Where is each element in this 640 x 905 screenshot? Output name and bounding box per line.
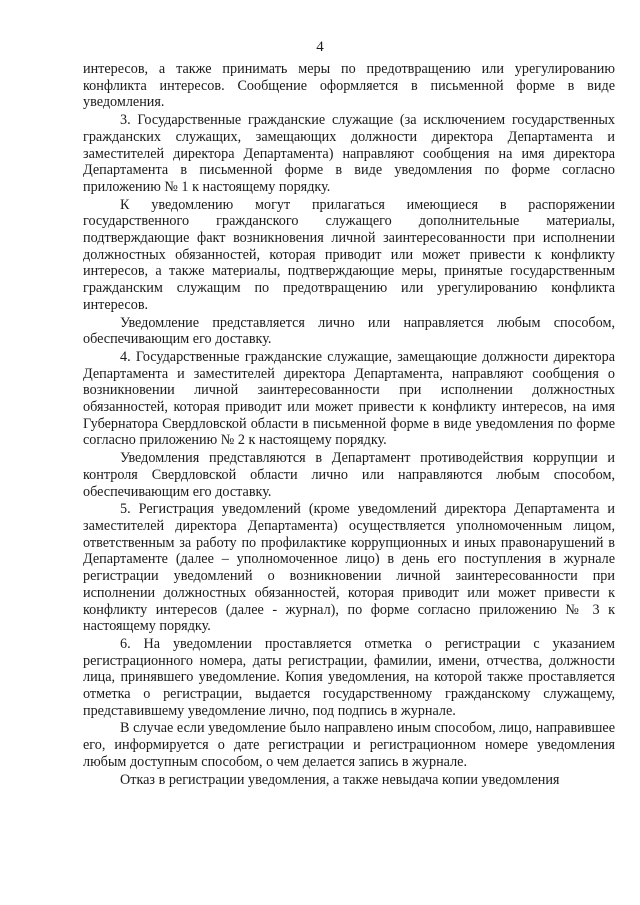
paragraph-other-method: В случае если уведомление было направлено иным способом, лицо, направившее его, информируется о дате регистрации и регистрационном номере уведомления любым доступным способом, о чем делается запись в журнале. [83, 720, 615, 770]
paragraph-item-4: 4. Государственные гражданские служащие, замещающие должности директора Департамента и заместителей директора Департамента, направляют сообщения о возникновении личной заинтересованности при исполнении должностных обязанностей, которая приводит или может привести к конфликту интересов, на имя Губернатора Свердловской области в письменной форме в виде уведомления по форме согласно приложению № 2 к настоящему порядку. [83, 348, 615, 449]
paragraph-item-6: 6. На уведомлении проставляется отметка о регистрации с указанием регистрационного номера, даты регистрации, фамилии, имени, отчества, должности лица, принявшего уведомление. Копия уведомления, на которой также проставляется отметка о регистрации, выдается государственному гражданскому служащему, представившему уведомление лично, под подпись в журнале. [83, 635, 615, 719]
document-body [83, 61, 615, 789]
paragraph-continuation: интересов, а также принимать меры по предотвращению или урегулированию конфликта интересов. Сообщение оформляется в письменной форме в виде уведомления. [83, 61, 615, 111]
paragraph-submission: Уведомления представляются в Департамент противодействия коррупции и контроля Свердловской области лично или направляются любым способом, обеспечивающим его доставку. [83, 450, 615, 500]
paragraph-refusal: Отказ в регистрации уведомления, а также невыдача копии уведомления [120, 771, 560, 788]
page-number: 4 [316, 39, 324, 55]
paragraph-delivery: Уведомление представляется лично или направляется любым способом, обеспечивающим его доставку. [83, 314, 615, 348]
paragraph-item-5: 5. Регистрация уведомлений (кроме уведомлений директора Департамента и заместителей директора Департамента) осуществляется уполномоченным лицом, ответственным за работу по профилактике коррупционных и иных правонарушений в Департаменте (далее – уполномоченное лицо) в день его поступления в журнале регистрации уведомлений о возникновении личной заинтересованности при исполнении должностных обязанностей, которая приводит или может привести к конфликту интересов (далее - журнал), по форме согласно приложению № 3 к настоящему порядку. [83, 501, 615, 635]
paragraph-item-3: 3. Государственные гражданские служащие (за исключением государственных гражданских служащих, замещающих должности директора Департамента и заместителей директора Департамента) направляют сообщения на имя директора Департамента в письменной форме в виде уведомления по форме согласно приложению № 1 к настоящему порядку. [83, 112, 615, 195]
paragraph-attachments: К уведомлению могут прилагаться имеющиеся в распоряжении государственного гражданского служащего дополнительные материалы, подтверждающие факт возникновения личной заинтересованности при исполнении должностных обязанностей, которая приводит или может привести к конфликту интересов, а также материалы, подтверждающие меры, принятые государственным гражданским служащим по предотвращению или урегулированию конфликта интересов. [83, 196, 615, 313]
